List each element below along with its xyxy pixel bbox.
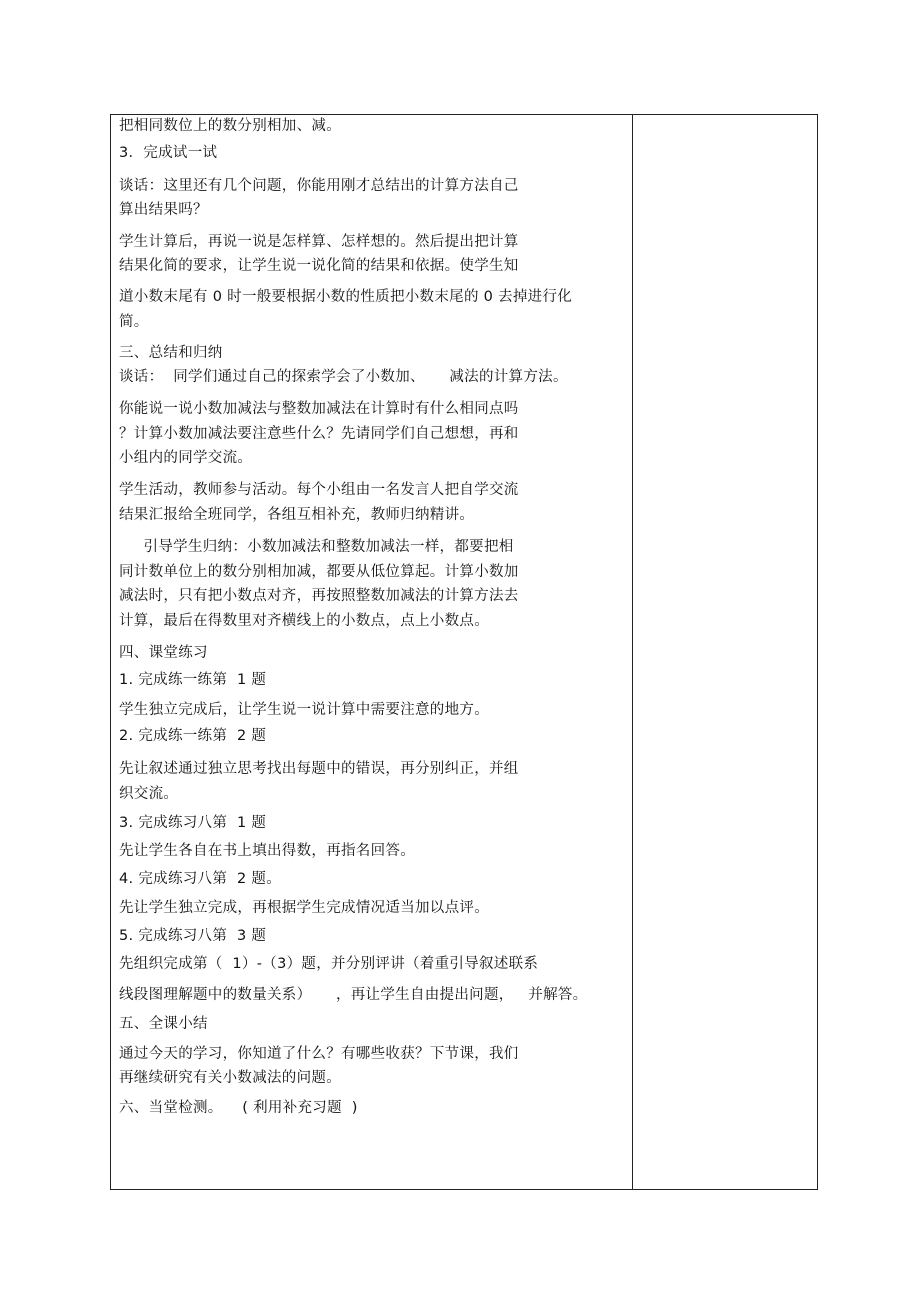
- text-line: 学生独立完成后，让学生说一说计算中需要注意的地方。: [119, 702, 489, 718]
- text-line: 谈话：这里还有几个问题，你能用刚才总结出的计算方法自己: [119, 178, 519, 194]
- notes-cell: [634, 115, 817, 1189]
- text-line: 织交流。: [119, 786, 179, 802]
- text-line: 4. 完成练习八第 2 题。: [119, 871, 281, 887]
- text-line: 5. 完成练习八第 3 题: [119, 928, 267, 944]
- text-line: 你能说一说小数加减法与整数加减法在计算时有什么相同点吗: [119, 401, 519, 417]
- text-line: 结果化简的要求，让学生说一说化简的结果和依据。使学生知: [119, 258, 519, 274]
- text-line: 减法时，只有把小数点对齐，再按照整数加减法的计算方法去: [119, 588, 519, 604]
- text-line: 计算，最后在得数里对齐横线上的小数点，点上小数点。: [119, 613, 489, 629]
- column-divider: [632, 114, 633, 1190]
- text-line: 学生计算后，再说一说是怎样算、怎样想的。然后提出把计算: [119, 234, 519, 250]
- text-line: 1. 完成练一练第 1 题: [119, 672, 267, 688]
- section-heading: 五、全课小结: [119, 1016, 208, 1032]
- text-line: 同计数单位上的数分别相加减，都要从低位算起。计算小数加: [119, 564, 519, 580]
- text-line: 再继续研究有关小数减法的问题。: [119, 1070, 341, 1086]
- text-line: 引导学生归纳：小数加减法和整数加减法一样，都要把相: [119, 539, 514, 555]
- text-line: 3．完成试一试: [119, 145, 218, 161]
- text-line: 线段图理解题中的数量关系） ，再让学生自由提出问题， 并解答。: [119, 987, 588, 1003]
- text-line: 道小数末尾有 0 时一般要根据小数的性质把小数末尾的 0 去掉进行化: [119, 289, 573, 305]
- text-line: 通过今天的学习，你知道了什么？有哪些收获？下节课，我们: [119, 1046, 519, 1062]
- text-line: 简。: [119, 314, 149, 330]
- text-line: 把相同数位上的数分别相加、减。: [119, 118, 341, 134]
- text-line: 算出结果吗？: [119, 202, 208, 218]
- text-line: 先让学生独立完成，再根据学生完成情况适当加以点评。: [119, 900, 489, 916]
- text-line: 2. 完成练一练第 2 题: [119, 728, 267, 744]
- text-line: 谈话： 同学们通过自己的探索学会了小数加、 减法的计算方法。: [119, 369, 568, 385]
- text-line: 先让叙述通过独立思考找出每题中的错误，再分别纠正，并组: [119, 761, 519, 777]
- text-line: 结果汇报给全班同学，各组互相补充，教师归纳精讲。: [119, 507, 475, 523]
- text-line: 先让学生各自在书上填出得数，再指名回答。: [119, 843, 415, 859]
- text-line: 小组内的同学交流。: [119, 450, 253, 466]
- text-line: ？计算小数加减法要注意些什么？先请同学们自己想想，再和: [119, 426, 519, 442]
- text-line: 3. 完成练习八第 1 题: [119, 815, 267, 831]
- text-line: 学生活动，教师参与活动。每个小组由一名发言人把自学交流: [119, 482, 519, 498]
- text-line: 先组织完成第（ 1）-（3）题，并分别评讲（着重引导叙述联系: [119, 956, 539, 972]
- section-heading: 三、总结和归纳: [119, 345, 223, 361]
- section-heading: 六、当堂检测。 ( 利用补充习题 ): [119, 1100, 358, 1116]
- section-heading: 四、课堂练习: [119, 645, 208, 661]
